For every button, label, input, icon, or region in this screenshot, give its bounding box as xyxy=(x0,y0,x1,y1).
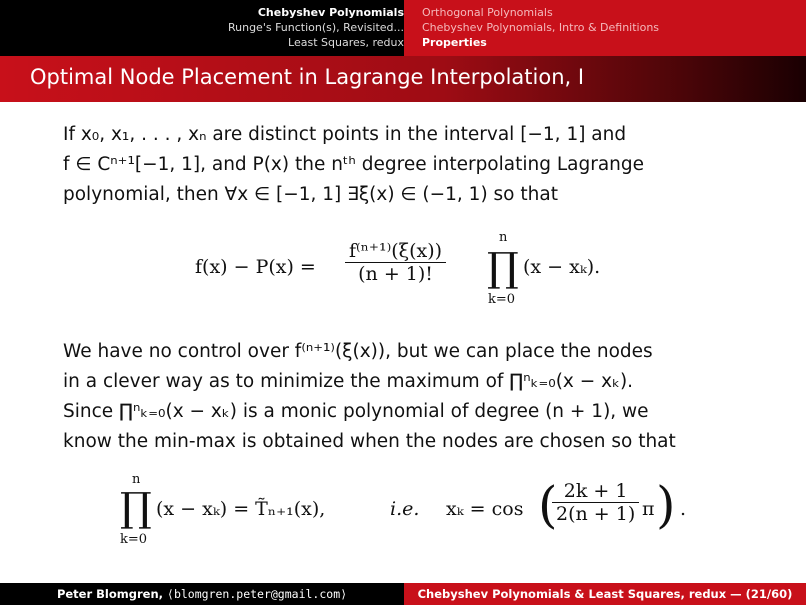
section-nav xyxy=(228,5,404,50)
slide-body-2 xyxy=(63,337,763,457)
fraction xyxy=(345,240,446,285)
equation-chebyshev-nodes xyxy=(118,472,718,557)
fraction-denominator: (n + 1)! xyxy=(358,263,433,285)
nav-subsection-item[interactable]: Orthogonal Polynomials xyxy=(422,6,553,19)
author-email[interactable]: ⟨blomgren.peter@gmail.com⟩ xyxy=(167,587,348,601)
fraction xyxy=(552,480,639,525)
paragraph-line: polynomial, then ∀x ∈ [−1, 1] ∃ξ(x) ∈ (−1, 1) so that xyxy=(63,184,558,205)
equation-lhs: (x − xₖ) = T̃ₙ₊₁(x), xyxy=(156,498,326,520)
right-paren: ) xyxy=(656,476,676,534)
fraction-numerator: 2k + 1 xyxy=(552,480,639,503)
equation-error-formula xyxy=(195,230,635,314)
footer-author xyxy=(0,583,404,605)
paragraph-line: in a clever way as to minimize the maximum of ∏ⁿₖ₌₀(x − xₖ). xyxy=(63,371,634,392)
nav-subsection-item[interactable]: Chebyshev Polynomials, Intro & Definitions xyxy=(422,21,660,34)
nav-section-current[interactable]: Chebyshev Polynomials xyxy=(257,6,404,19)
paragraph-line: If x₀, x₁, . . . , xₙ are distinct points in the interval [−1, 1] and xyxy=(63,124,627,145)
xk-cos: xₖ = cos xyxy=(446,498,524,520)
footer-title: Chebyshev Polynomials & Least Squares, redux — (21/60) xyxy=(404,583,806,605)
product-symbol: ∏ xyxy=(487,245,519,291)
nav-section-item[interactable]: Runge's Function(s), Revisited... xyxy=(227,21,404,34)
slide-title-bar xyxy=(0,56,806,102)
paragraph-line: know the min-max is obtained when the nodes are chosen so that xyxy=(63,431,676,452)
product-lower-limit: k=0 xyxy=(120,532,148,547)
left-paren: ( xyxy=(538,476,558,534)
product-term: (x − xₖ). xyxy=(523,256,601,278)
pi-symbol: π xyxy=(642,498,655,520)
paragraph-line: We have no control over f⁽ⁿ⁺¹⁾(ξ(x)), but we can place the nodes xyxy=(63,341,653,362)
nav-subsection-current[interactable]: Properties xyxy=(422,36,487,49)
equation-lhs: f(x) − P(x) = xyxy=(195,256,316,278)
subsection-nav xyxy=(404,0,806,56)
period: . xyxy=(680,498,687,520)
nav-section-item[interactable]: Least Squares, redux xyxy=(288,36,404,49)
ie-label: i.e. xyxy=(390,498,420,520)
product-upper-limit: n xyxy=(499,230,508,245)
slide-body xyxy=(63,120,763,210)
product-symbol: ∏ xyxy=(120,485,152,531)
author-name: Peter Blomgren, xyxy=(56,587,164,601)
paragraph-line: Since ∏ⁿₖ₌₀(x − xₖ) is a monic polynomial of degree (n + 1), we xyxy=(63,401,649,422)
slide-title: Optimal Node Placement in Lagrange Interpolation, I xyxy=(30,65,585,89)
fraction-denominator: 2(n + 1) xyxy=(556,503,636,525)
paragraph-line: f ∈ Cⁿ⁺¹[−1, 1], and P(x) the nᵗʰ degree interpolating Lagrange xyxy=(63,154,645,175)
fraction-numerator: f⁽ⁿ⁺¹⁾(ξ(x)) xyxy=(345,240,446,263)
top-navigation-bar xyxy=(0,0,806,56)
product-upper-limit: n xyxy=(132,472,141,487)
footer-bar xyxy=(0,583,806,605)
product-lower-limit: k=0 xyxy=(488,292,516,307)
